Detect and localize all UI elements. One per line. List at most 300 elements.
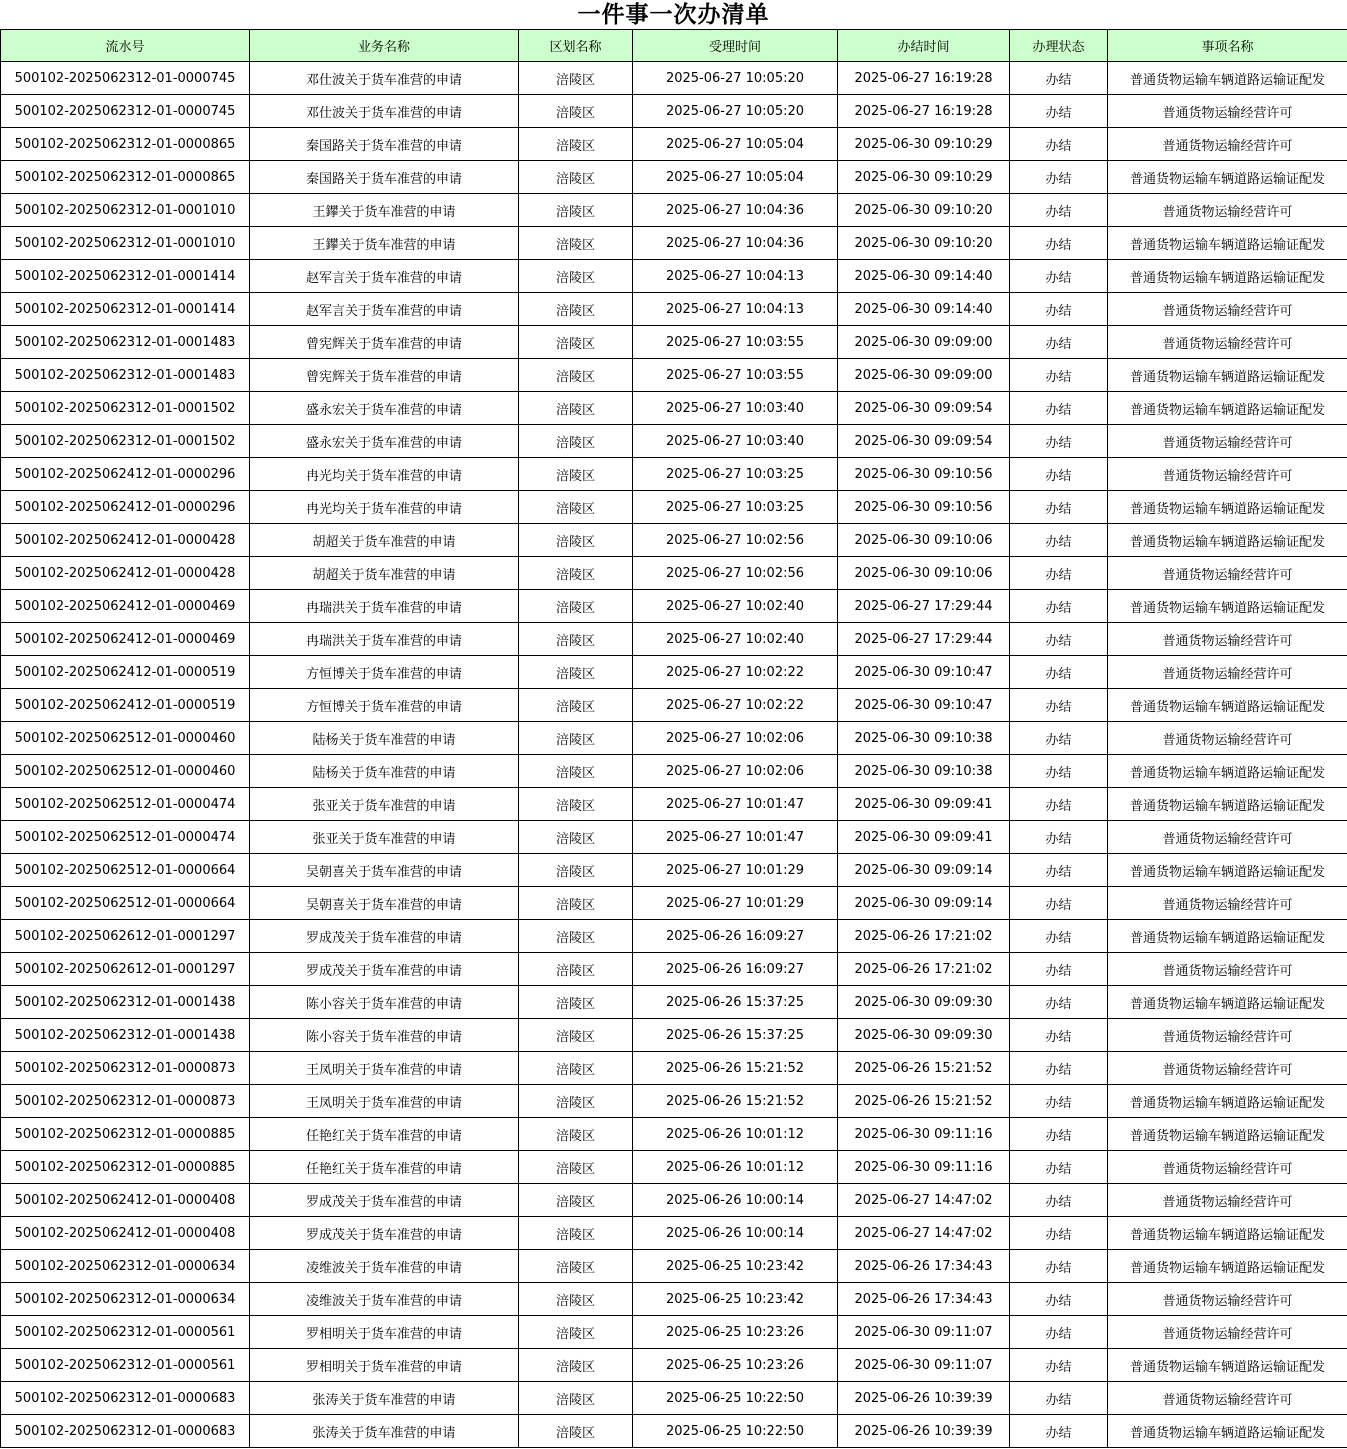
business-name-cell: 冉光均关于货车准营的申请 bbox=[250, 491, 519, 524]
finish-time-cell: 2025-06-26 17:21:02 bbox=[838, 953, 1010, 986]
serial-no-cell: 500102-2025062312-01-0000561 bbox=[1, 1349, 250, 1382]
finish-time-cell: 2025-06-30 09:14:40 bbox=[838, 293, 1010, 326]
accept-time-cell: 2025-06-27 10:02:40 bbox=[633, 590, 838, 623]
district-cell: 涪陵区 bbox=[519, 161, 633, 194]
table-row bbox=[1, 920, 1347, 953]
finish-time-cell: 2025-06-30 09:09:30 bbox=[838, 986, 1010, 1019]
status-cell: 办结 bbox=[1010, 1052, 1108, 1085]
records-table bbox=[0, 29, 1347, 1448]
status-cell: 办结 bbox=[1010, 854, 1108, 887]
serial-no-cell: 500102-2025062312-01-0000885 bbox=[1, 1118, 250, 1151]
district-cell: 涪陵区 bbox=[519, 359, 633, 392]
item-name-cell: 普通货物运输车辆道路运输证配发 bbox=[1108, 920, 1347, 953]
status-cell: 办结 bbox=[1010, 1250, 1108, 1283]
table-row bbox=[1, 1250, 1347, 1283]
accept-time-cell: 2025-06-27 10:03:55 bbox=[633, 326, 838, 359]
district-cell: 涪陵区 bbox=[519, 656, 633, 689]
district-cell: 涪陵区 bbox=[519, 590, 633, 623]
serial-no-cell: 500102-2025062412-01-0000469 bbox=[1, 623, 250, 656]
business-name-cell: 方恒博关于货车准营的申请 bbox=[250, 689, 519, 722]
table-row bbox=[1, 260, 1347, 293]
serial-no-cell: 500102-2025062312-01-0000683 bbox=[1, 1415, 250, 1448]
table-row bbox=[1, 1415, 1347, 1448]
serial-no-cell: 500102-2025062412-01-0000296 bbox=[1, 491, 250, 524]
serial-no-cell: 500102-2025062312-01-0001438 bbox=[1, 986, 250, 1019]
business-name-cell: 罗成茂关于货车准营的申请 bbox=[250, 1184, 519, 1217]
business-name-cell: 罗成茂关于货车准营的申请 bbox=[250, 1217, 519, 1250]
finish-time-cell: 2025-06-30 09:10:06 bbox=[838, 524, 1010, 557]
page-title: 一件事一次办清单 bbox=[577, 1, 770, 28]
finish-time-cell: 2025-06-30 09:10:56 bbox=[838, 491, 1010, 524]
finish-time-cell: 2025-06-30 09:10:20 bbox=[838, 194, 1010, 227]
item-name-cell: 普通货物运输车辆道路运输证配发 bbox=[1108, 1118, 1347, 1151]
table-row bbox=[1, 854, 1347, 887]
finish-time-cell: 2025-06-27 17:29:44 bbox=[838, 590, 1010, 623]
item-name-cell: 普通货物运输车辆道路运输证配发 bbox=[1108, 62, 1347, 95]
finish-time-cell: 2025-06-30 09:10:29 bbox=[838, 128, 1010, 161]
district-cell: 涪陵区 bbox=[519, 1316, 633, 1349]
business-name-cell: 张亚关于货车准营的申请 bbox=[250, 788, 519, 821]
district-cell: 涪陵区 bbox=[519, 1118, 633, 1151]
column-header-finish-time: 办结时间 bbox=[838, 30, 1010, 62]
status-cell: 办结 bbox=[1010, 392, 1108, 425]
status-cell: 办结 bbox=[1010, 887, 1108, 920]
table-row bbox=[1, 953, 1347, 986]
serial-no-cell: 500102-2025062312-01-0001414 bbox=[1, 260, 250, 293]
accept-time-cell: 2025-06-27 10:02:56 bbox=[633, 557, 838, 590]
table-row bbox=[1, 524, 1347, 557]
item-name-cell: 普通货物运输车辆道路运输证配发 bbox=[1108, 854, 1347, 887]
item-name-cell: 普通货物运输经营许可 bbox=[1108, 1316, 1347, 1349]
accept-time-cell: 2025-06-27 10:02:06 bbox=[633, 755, 838, 788]
table-row bbox=[1, 425, 1347, 458]
finish-time-cell: 2025-06-30 09:10:56 bbox=[838, 458, 1010, 491]
finish-time-cell: 2025-06-30 09:11:16 bbox=[838, 1118, 1010, 1151]
item-name-cell: 普通货物运输经营许可 bbox=[1108, 821, 1347, 854]
table-row bbox=[1, 227, 1347, 260]
table-row bbox=[1, 392, 1347, 425]
business-name-cell: 凌维波关于货车准营的申请 bbox=[250, 1250, 519, 1283]
table-row bbox=[1, 986, 1347, 1019]
finish-time-cell: 2025-06-26 17:21:02 bbox=[838, 920, 1010, 953]
finish-time-cell: 2025-06-30 09:10:29 bbox=[838, 161, 1010, 194]
serial-no-cell: 500102-2025062312-01-0000745 bbox=[1, 95, 250, 128]
finish-time-cell: 2025-06-30 09:10:06 bbox=[838, 557, 1010, 590]
status-cell: 办结 bbox=[1010, 590, 1108, 623]
finish-time-cell: 2025-06-30 09:09:14 bbox=[838, 854, 1010, 887]
accept-time-cell: 2025-06-26 16:09:27 bbox=[633, 920, 838, 953]
accept-time-cell: 2025-06-27 10:05:20 bbox=[633, 95, 838, 128]
accept-time-cell: 2025-06-27 10:04:36 bbox=[633, 227, 838, 260]
column-header-district: 区划名称 bbox=[519, 30, 633, 62]
item-name-cell: 普通货物运输经营许可 bbox=[1108, 887, 1347, 920]
accept-time-cell: 2025-06-27 10:02:22 bbox=[633, 656, 838, 689]
business-name-cell: 陆杨关于货车准营的申请 bbox=[250, 722, 519, 755]
serial-no-cell: 500102-2025062412-01-0000408 bbox=[1, 1217, 250, 1250]
business-name-cell: 罗成茂关于货车准营的申请 bbox=[250, 953, 519, 986]
finish-time-cell: 2025-06-30 09:09:41 bbox=[838, 821, 1010, 854]
accept-time-cell: 2025-06-26 15:21:52 bbox=[633, 1085, 838, 1118]
business-name-cell: 吴朝喜关于货车准营的申请 bbox=[250, 854, 519, 887]
district-cell: 涪陵区 bbox=[519, 260, 633, 293]
status-cell: 办结 bbox=[1010, 227, 1108, 260]
item-name-cell: 普通货物运输经营许可 bbox=[1108, 425, 1347, 458]
district-cell: 涪陵区 bbox=[519, 986, 633, 1019]
item-name-cell: 普通货物运输车辆道路运输证配发 bbox=[1108, 161, 1347, 194]
finish-time-cell: 2025-06-30 09:14:40 bbox=[838, 260, 1010, 293]
serial-no-cell: 500102-2025062612-01-0001297 bbox=[1, 920, 250, 953]
status-cell: 办结 bbox=[1010, 1415, 1108, 1448]
item-name-cell: 普通货物运输经营许可 bbox=[1108, 1151, 1347, 1184]
accept-time-cell: 2025-06-27 10:01:29 bbox=[633, 887, 838, 920]
item-name-cell: 普通货物运输经营许可 bbox=[1108, 1382, 1347, 1415]
item-name-cell: 普通货物运输车辆道路运输证配发 bbox=[1108, 689, 1347, 722]
finish-time-cell: 2025-06-27 16:19:28 bbox=[838, 62, 1010, 95]
status-cell: 办结 bbox=[1010, 128, 1108, 161]
business-name-cell: 冉瑞洪关于货车准营的申请 bbox=[250, 623, 519, 656]
business-name-cell: 罗成茂关于货车准营的申请 bbox=[250, 920, 519, 953]
table-row bbox=[1, 755, 1347, 788]
status-cell: 办结 bbox=[1010, 821, 1108, 854]
business-name-cell: 罗相明关于货车准营的申请 bbox=[250, 1349, 519, 1382]
table-body bbox=[1, 62, 1347, 1448]
table-row bbox=[1, 194, 1347, 227]
accept-time-cell: 2025-06-26 10:01:12 bbox=[633, 1151, 838, 1184]
item-name-cell: 普通货物运输经营许可 bbox=[1108, 194, 1347, 227]
finish-time-cell: 2025-06-26 10:39:39 bbox=[838, 1415, 1010, 1448]
district-cell: 涪陵区 bbox=[519, 920, 633, 953]
accept-time-cell: 2025-06-25 10:23:26 bbox=[633, 1316, 838, 1349]
accept-time-cell: 2025-06-27 10:03:40 bbox=[633, 425, 838, 458]
item-name-cell: 普通货物运输经营许可 bbox=[1108, 326, 1347, 359]
finish-time-cell: 2025-06-30 09:09:00 bbox=[838, 359, 1010, 392]
finish-time-cell: 2025-06-30 09:09:30 bbox=[838, 1019, 1010, 1052]
status-cell: 办结 bbox=[1010, 953, 1108, 986]
table-row bbox=[1, 1151, 1347, 1184]
table-row bbox=[1, 623, 1347, 656]
status-cell: 办结 bbox=[1010, 920, 1108, 953]
district-cell: 涪陵区 bbox=[519, 95, 633, 128]
item-name-cell: 普通货物运输车辆道路运输证配发 bbox=[1108, 1250, 1347, 1283]
table-row bbox=[1, 656, 1347, 689]
serial-no-cell: 500102-2025062512-01-0000460 bbox=[1, 755, 250, 788]
business-name-cell: 凌维波关于货车准营的申请 bbox=[250, 1283, 519, 1316]
business-name-cell: 王凤明关于货车准营的申请 bbox=[250, 1052, 519, 1085]
accept-time-cell: 2025-06-26 15:37:25 bbox=[633, 986, 838, 1019]
finish-time-cell: 2025-06-27 14:47:02 bbox=[838, 1217, 1010, 1250]
business-name-cell: 陈小容关于货车准营的申请 bbox=[250, 1019, 519, 1052]
accept-time-cell: 2025-06-26 15:21:52 bbox=[633, 1052, 838, 1085]
district-cell: 涪陵区 bbox=[519, 1151, 633, 1184]
serial-no-cell: 500102-2025062312-01-0001438 bbox=[1, 1019, 250, 1052]
item-name-cell: 普通货物运输经营许可 bbox=[1108, 1052, 1347, 1085]
district-cell: 涪陵区 bbox=[519, 821, 633, 854]
district-cell: 涪陵区 bbox=[519, 524, 633, 557]
business-name-cell: 冉瑞洪关于货车准营的申请 bbox=[250, 590, 519, 623]
finish-time-cell: 2025-06-30 09:09:54 bbox=[838, 392, 1010, 425]
status-cell: 办结 bbox=[1010, 62, 1108, 95]
finish-time-cell: 2025-06-30 09:09:00 bbox=[838, 326, 1010, 359]
district-cell: 涪陵区 bbox=[519, 425, 633, 458]
table-row bbox=[1, 491, 1347, 524]
accept-time-cell: 2025-06-26 15:37:25 bbox=[633, 1019, 838, 1052]
business-name-cell: 王鑻关于货车准营的申请 bbox=[250, 194, 519, 227]
table-row bbox=[1, 1316, 1347, 1349]
district-cell: 涪陵区 bbox=[519, 326, 633, 359]
serial-no-cell: 500102-2025062312-01-0000865 bbox=[1, 161, 250, 194]
serial-no-cell: 500102-2025062312-01-0001483 bbox=[1, 326, 250, 359]
accept-time-cell: 2025-06-25 10:23:42 bbox=[633, 1250, 838, 1283]
accept-time-cell: 2025-06-25 10:22:50 bbox=[633, 1382, 838, 1415]
status-cell: 办结 bbox=[1010, 491, 1108, 524]
column-header-business-name: 业务名称 bbox=[250, 30, 519, 62]
serial-no-cell: 500102-2025062312-01-0000683 bbox=[1, 1382, 250, 1415]
serial-no-cell: 500102-2025062412-01-0000296 bbox=[1, 458, 250, 491]
district-cell: 涪陵区 bbox=[519, 1217, 633, 1250]
accept-time-cell: 2025-06-27 10:01:29 bbox=[633, 854, 838, 887]
status-cell: 办结 bbox=[1010, 557, 1108, 590]
serial-no-cell: 500102-2025062412-01-0000469 bbox=[1, 590, 250, 623]
status-cell: 办结 bbox=[1010, 788, 1108, 821]
serial-no-cell: 500102-2025062312-01-0000634 bbox=[1, 1250, 250, 1283]
serial-no-cell: 500102-2025062312-01-0001010 bbox=[1, 194, 250, 227]
district-cell: 涪陵区 bbox=[519, 1382, 633, 1415]
table-row bbox=[1, 557, 1347, 590]
serial-no-cell: 500102-2025062312-01-0000865 bbox=[1, 128, 250, 161]
item-name-cell: 普通货物运输经营许可 bbox=[1108, 1184, 1347, 1217]
table-row bbox=[1, 1382, 1347, 1415]
finish-time-cell: 2025-06-27 17:29:44 bbox=[838, 623, 1010, 656]
accept-time-cell: 2025-06-27 10:01:47 bbox=[633, 821, 838, 854]
item-name-cell: 普通货物运输车辆道路运输证配发 bbox=[1108, 359, 1347, 392]
serial-no-cell: 500102-2025062412-01-0000519 bbox=[1, 656, 250, 689]
status-cell: 办结 bbox=[1010, 1349, 1108, 1382]
status-cell: 办结 bbox=[1010, 1151, 1108, 1184]
business-name-cell: 罗相明关于货车准营的申请 bbox=[250, 1316, 519, 1349]
table-row bbox=[1, 293, 1347, 326]
district-cell: 涪陵区 bbox=[519, 1415, 633, 1448]
business-name-cell: 陆杨关于货车准营的申请 bbox=[250, 755, 519, 788]
accept-time-cell: 2025-06-25 10:23:26 bbox=[633, 1349, 838, 1382]
business-name-cell: 胡超关于货车准营的申请 bbox=[250, 524, 519, 557]
finish-time-cell: 2025-06-27 14:47:02 bbox=[838, 1184, 1010, 1217]
table-row bbox=[1, 128, 1347, 161]
status-cell: 办结 bbox=[1010, 524, 1108, 557]
finish-time-cell: 2025-06-27 16:19:28 bbox=[838, 95, 1010, 128]
item-name-cell: 普通货物运输经营许可 bbox=[1108, 656, 1347, 689]
table-row bbox=[1, 1217, 1347, 1250]
header-row bbox=[1, 30, 1347, 62]
district-cell: 涪陵区 bbox=[519, 1349, 633, 1382]
business-name-cell: 胡超关于货车准营的申请 bbox=[250, 557, 519, 590]
district-cell: 涪陵区 bbox=[519, 293, 633, 326]
serial-no-cell: 500102-2025062312-01-0000873 bbox=[1, 1085, 250, 1118]
status-cell: 办结 bbox=[1010, 1085, 1108, 1118]
status-cell: 办结 bbox=[1010, 359, 1108, 392]
accept-time-cell: 2025-06-25 10:23:42 bbox=[633, 1283, 838, 1316]
table-row bbox=[1, 62, 1347, 95]
finish-time-cell: 2025-06-26 17:34:43 bbox=[838, 1250, 1010, 1283]
accept-time-cell: 2025-06-26 10:00:14 bbox=[633, 1217, 838, 1250]
district-cell: 涪陵区 bbox=[519, 623, 633, 656]
status-cell: 办结 bbox=[1010, 1283, 1108, 1316]
status-cell: 办结 bbox=[1010, 326, 1108, 359]
accept-time-cell: 2025-06-26 16:09:27 bbox=[633, 953, 838, 986]
status-cell: 办结 bbox=[1010, 755, 1108, 788]
item-name-cell: 普通货物运输车辆道路运输证配发 bbox=[1108, 1349, 1347, 1382]
district-cell: 涪陵区 bbox=[519, 1283, 633, 1316]
status-cell: 办结 bbox=[1010, 161, 1108, 194]
table-row bbox=[1, 326, 1347, 359]
accept-time-cell: 2025-06-27 10:05:04 bbox=[633, 161, 838, 194]
serial-no-cell: 500102-2025062412-01-0000408 bbox=[1, 1184, 250, 1217]
status-cell: 办结 bbox=[1010, 293, 1108, 326]
item-name-cell: 普通货物运输车辆道路运输证配发 bbox=[1108, 755, 1347, 788]
serial-no-cell: 500102-2025062412-01-0000428 bbox=[1, 557, 250, 590]
status-cell: 办结 bbox=[1010, 425, 1108, 458]
serial-no-cell: 500102-2025062312-01-0000745 bbox=[1, 62, 250, 95]
status-cell: 办结 bbox=[1010, 1316, 1108, 1349]
serial-no-cell: 500102-2025062312-01-0001502 bbox=[1, 425, 250, 458]
business-name-cell: 王鑻关于货车准营的申请 bbox=[250, 227, 519, 260]
serial-no-cell: 500102-2025062312-01-0001010 bbox=[1, 227, 250, 260]
finish-time-cell: 2025-06-26 10:39:39 bbox=[838, 1382, 1010, 1415]
status-cell: 办结 bbox=[1010, 194, 1108, 227]
item-name-cell: 普通货物运输车辆道路运输证配发 bbox=[1108, 491, 1347, 524]
item-name-cell: 普通货物运输车辆道路运输证配发 bbox=[1108, 788, 1347, 821]
item-name-cell: 普通货物运输经营许可 bbox=[1108, 128, 1347, 161]
business-name-cell: 方恒博关于货车准营的申请 bbox=[250, 656, 519, 689]
status-cell: 办结 bbox=[1010, 458, 1108, 491]
finish-time-cell: 2025-06-30 09:09:54 bbox=[838, 425, 1010, 458]
table-row bbox=[1, 1052, 1347, 1085]
item-name-cell: 普通货物运输经营许可 bbox=[1108, 1019, 1347, 1052]
accept-time-cell: 2025-06-27 10:02:56 bbox=[633, 524, 838, 557]
business-name-cell: 盛永宏关于货车准营的申请 bbox=[250, 425, 519, 458]
table-row bbox=[1, 788, 1347, 821]
accept-time-cell: 2025-06-27 10:03:25 bbox=[633, 491, 838, 524]
district-cell: 涪陵区 bbox=[519, 887, 633, 920]
table-row bbox=[1, 821, 1347, 854]
column-header-status: 办理状态 bbox=[1010, 30, 1108, 62]
status-cell: 办结 bbox=[1010, 1019, 1108, 1052]
item-name-cell: 普通货物运输车辆道路运输证配发 bbox=[1108, 392, 1347, 425]
serial-no-cell: 500102-2025062312-01-0000885 bbox=[1, 1151, 250, 1184]
table-row bbox=[1, 590, 1347, 623]
serial-no-cell: 500102-2025062312-01-0000873 bbox=[1, 1052, 250, 1085]
district-cell: 涪陵区 bbox=[519, 1184, 633, 1217]
business-name-cell: 赵军言关于货车准营的申请 bbox=[250, 260, 519, 293]
table-row bbox=[1, 1118, 1347, 1151]
item-name-cell: 普通货物运输经营许可 bbox=[1108, 1283, 1347, 1316]
business-name-cell: 吴朝喜关于货车准营的申请 bbox=[250, 887, 519, 920]
district-cell: 涪陵区 bbox=[519, 458, 633, 491]
business-name-cell: 曾宪辉关于货车准营的申请 bbox=[250, 326, 519, 359]
accept-time-cell: 2025-06-26 10:01:12 bbox=[633, 1118, 838, 1151]
accept-time-cell: 2025-06-27 10:02:06 bbox=[633, 722, 838, 755]
table-row bbox=[1, 161, 1347, 194]
item-name-cell: 普通货物运输经营许可 bbox=[1108, 722, 1347, 755]
accept-time-cell: 2025-06-27 10:02:22 bbox=[633, 689, 838, 722]
status-cell: 办结 bbox=[1010, 1217, 1108, 1250]
table-row bbox=[1, 1184, 1347, 1217]
accept-time-cell: 2025-06-25 10:22:50 bbox=[633, 1415, 838, 1448]
serial-no-cell: 500102-2025062312-01-0000634 bbox=[1, 1283, 250, 1316]
status-cell: 办结 bbox=[1010, 1184, 1108, 1217]
district-cell: 涪陵区 bbox=[519, 788, 633, 821]
status-cell: 办结 bbox=[1010, 1382, 1108, 1415]
accept-time-cell: 2025-06-27 10:02:40 bbox=[633, 623, 838, 656]
finish-time-cell: 2025-06-26 15:21:52 bbox=[838, 1052, 1010, 1085]
finish-time-cell: 2025-06-30 09:10:38 bbox=[838, 722, 1010, 755]
finish-time-cell: 2025-06-30 09:09:41 bbox=[838, 788, 1010, 821]
column-header-item-name: 事项名称 bbox=[1108, 30, 1347, 62]
serial-no-cell: 500102-2025062412-01-0000428 bbox=[1, 524, 250, 557]
serial-no-cell: 500102-2025062512-01-0000474 bbox=[1, 821, 250, 854]
accept-time-cell: 2025-06-27 10:03:55 bbox=[633, 359, 838, 392]
item-name-cell: 普通货物运输车辆道路运输证配发 bbox=[1108, 1217, 1347, 1250]
district-cell: 涪陵区 bbox=[519, 227, 633, 260]
status-cell: 办结 bbox=[1010, 1118, 1108, 1151]
district-cell: 涪陵区 bbox=[519, 1019, 633, 1052]
status-cell: 办结 bbox=[1010, 656, 1108, 689]
item-name-cell: 普通货物运输经营许可 bbox=[1108, 458, 1347, 491]
district-cell: 涪陵区 bbox=[519, 1250, 633, 1283]
serial-no-cell: 500102-2025062312-01-0001414 bbox=[1, 293, 250, 326]
accept-time-cell: 2025-06-27 10:03:25 bbox=[633, 458, 838, 491]
table-row bbox=[1, 1349, 1347, 1382]
status-cell: 办结 bbox=[1010, 986, 1108, 1019]
finish-time-cell: 2025-06-30 09:10:38 bbox=[838, 755, 1010, 788]
item-name-cell: 普通货物运输车辆道路运输证配发 bbox=[1108, 524, 1347, 557]
finish-time-cell: 2025-06-30 09:11:16 bbox=[838, 1151, 1010, 1184]
serial-no-cell: 500102-2025062512-01-0000460 bbox=[1, 722, 250, 755]
item-name-cell: 普通货物运输车辆道路运输证配发 bbox=[1108, 1415, 1347, 1448]
item-name-cell: 普通货物运输经营许可 bbox=[1108, 293, 1347, 326]
item-name-cell: 普通货物运输车辆道路运输证配发 bbox=[1108, 260, 1347, 293]
district-cell: 涪陵区 bbox=[519, 557, 633, 590]
status-cell: 办结 bbox=[1010, 689, 1108, 722]
business-name-cell: 盛永宏关于货车准营的申请 bbox=[250, 392, 519, 425]
item-name-cell: 普通货物运输经营许可 bbox=[1108, 623, 1347, 656]
item-name-cell: 普通货物运输车辆道路运输证配发 bbox=[1108, 590, 1347, 623]
serial-no-cell: 500102-2025062512-01-0000664 bbox=[1, 854, 250, 887]
status-cell: 办结 bbox=[1010, 722, 1108, 755]
district-cell: 涪陵区 bbox=[519, 62, 633, 95]
district-cell: 涪陵区 bbox=[519, 689, 633, 722]
business-name-cell: 冉光均关于货车准营的申请 bbox=[250, 458, 519, 491]
business-name-cell: 邓仕波关于货车准营的申请 bbox=[250, 95, 519, 128]
item-name-cell: 普通货物运输车辆道路运输证配发 bbox=[1108, 986, 1347, 1019]
serial-no-cell: 500102-2025062512-01-0000474 bbox=[1, 788, 250, 821]
business-name-cell: 任艳红关于货车准营的申请 bbox=[250, 1118, 519, 1151]
column-header-accept-time: 受理时间 bbox=[633, 30, 838, 62]
finish-time-cell: 2025-06-30 09:10:20 bbox=[838, 227, 1010, 260]
item-name-cell: 普通货物运输车辆道路运输证配发 bbox=[1108, 227, 1347, 260]
district-cell: 涪陵区 bbox=[519, 128, 633, 161]
item-name-cell: 普通货物运输经营许可 bbox=[1108, 953, 1347, 986]
business-name-cell: 赵军言关于货车准营的申请 bbox=[250, 293, 519, 326]
finish-time-cell: 2025-06-30 09:10:47 bbox=[838, 689, 1010, 722]
serial-no-cell: 500102-2025062312-01-0001502 bbox=[1, 392, 250, 425]
accept-time-cell: 2025-06-27 10:04:13 bbox=[633, 260, 838, 293]
district-cell: 涪陵区 bbox=[519, 1085, 633, 1118]
serial-no-cell: 500102-2025062312-01-0001483 bbox=[1, 359, 250, 392]
business-name-cell: 秦国路关于货车准营的申请 bbox=[250, 128, 519, 161]
district-cell: 涪陵区 bbox=[519, 755, 633, 788]
item-name-cell: 普通货物运输经营许可 bbox=[1108, 557, 1347, 590]
serial-no-cell: 500102-2025062412-01-0000519 bbox=[1, 689, 250, 722]
